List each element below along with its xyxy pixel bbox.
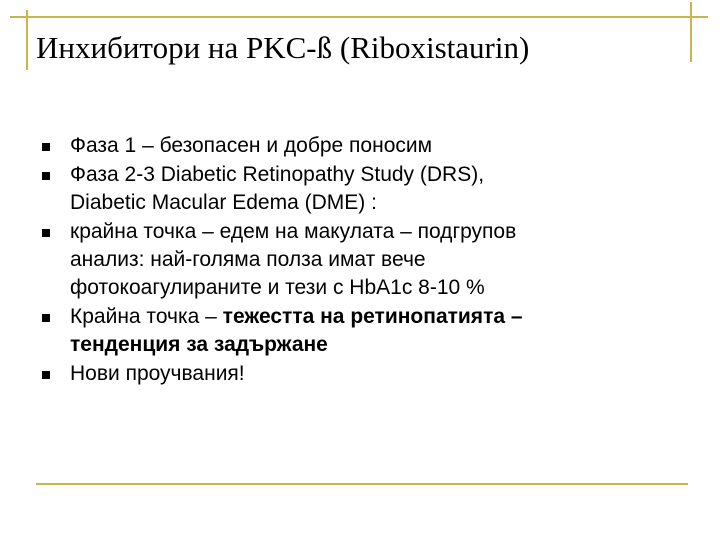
bullet-item bbox=[40, 161, 680, 217]
bullet-text-bold: тенденция за задържане bbox=[70, 333, 328, 356]
bullet-text-line: крайна точка – едем на макулата – подгрупов bbox=[70, 220, 517, 243]
bullet-item bbox=[40, 303, 680, 359]
decorative-top-line bbox=[10, 16, 708, 18]
bullet-text-line: фотокоагулираните и тези с HbA1c 8-10 % bbox=[70, 276, 485, 299]
bullet-text-bold: тежестта на ретинопатията – bbox=[222, 305, 523, 328]
bullet-text-line: Diabetic Macular Edema (DME) : bbox=[70, 191, 377, 214]
bullet-item bbox=[40, 132, 680, 160]
square-bullet-icon bbox=[42, 172, 50, 180]
bullet-text-line: Фаза 2-3 Diabetic Retinopathy Study (DRS), bbox=[70, 163, 485, 186]
decorative-left-line bbox=[26, 10, 28, 70]
square-bullet-icon bbox=[42, 371, 50, 379]
square-bullet-icon bbox=[42, 229, 50, 237]
bullet-item bbox=[40, 218, 680, 302]
bullet-list bbox=[40, 132, 680, 388]
slide-title: Инхибитори на PKC-ß (Riboxistaurin) bbox=[36, 30, 530, 65]
bullet-item bbox=[40, 360, 680, 388]
decorative-right-line bbox=[690, 2, 692, 62]
square-bullet-icon bbox=[42, 143, 50, 151]
decorative-bottom-line bbox=[36, 483, 688, 485]
bullet-text: Фаза 1 – безопасен и добре поносим bbox=[70, 134, 433, 157]
square-bullet-icon bbox=[42, 314, 50, 322]
bullet-text-plain: Крайна точка – bbox=[70, 305, 223, 328]
bullet-text-line: анализ: най-голяма полза имат вече bbox=[70, 248, 426, 271]
bullet-text: Нови проучвания! bbox=[70, 362, 245, 385]
